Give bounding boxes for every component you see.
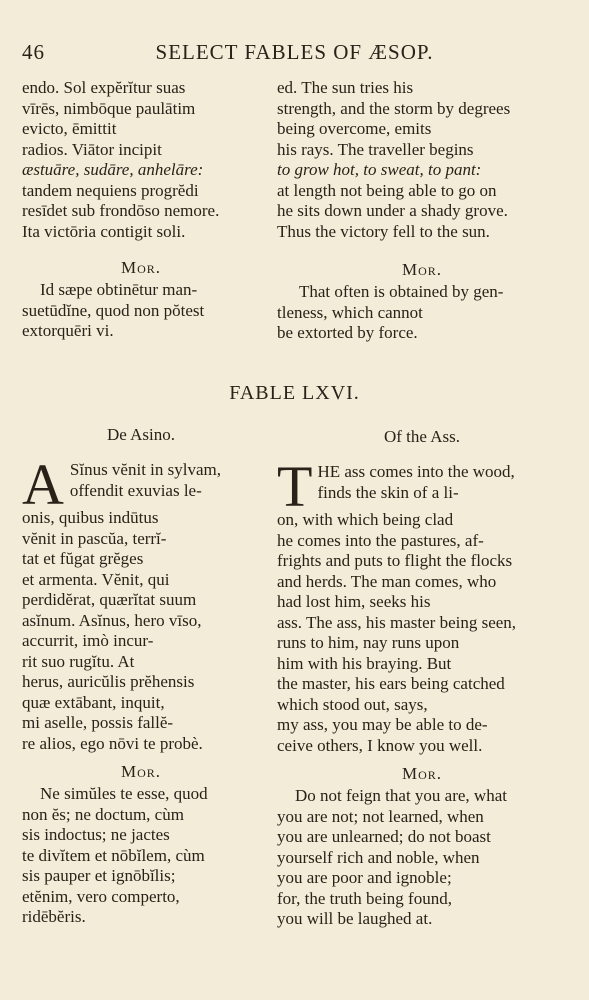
text-line: etĕnim, vero comperto,	[22, 886, 180, 906]
text-line: Id sæpe obtinētur man-	[40, 280, 198, 299]
text-line: my ass, you may be able to de-	[277, 715, 488, 734]
text-line: him with his braying. But	[277, 653, 452, 673]
fable-title: FABLE LXVI.	[229, 382, 360, 404]
text-line: be extorted by force.	[277, 323, 418, 342]
left-moral-2	[22, 784, 260, 928]
text-line: offendit exuvias le-	[69, 480, 202, 500]
text-line: to grow hot, to sweat, to pant:	[277, 160, 482, 179]
text-line: Ita victōria contigit soli.	[22, 221, 186, 241]
text-line: you will be laughed at.	[277, 909, 433, 928]
text-line: te divĭtem et nōbĭlem, cùm	[22, 845, 205, 865]
left-moral-1	[22, 280, 260, 342]
text-line: the master, his ears being catched	[277, 674, 505, 693]
text-line: radios. Viātor incipit	[22, 139, 162, 159]
text-line: which stood out, says,	[277, 694, 428, 714]
text-line: had lost him, seeks his	[277, 592, 431, 611]
text-line: resīdet sub frondōso nemore.	[22, 201, 220, 220]
text-line: æstuāre, sudāre, anhelāre:	[22, 160, 204, 179]
moral-heading-left-2: Mor.	[120, 762, 162, 781]
text-line: ass. The ass, his master being seen,	[277, 612, 517, 632]
text-line: evicto, ēmittit	[22, 119, 117, 138]
text-line: perdidĕrat, quærĭtat suum	[22, 590, 197, 609]
right-top-text	[277, 78, 567, 242]
text-line: frights and puts to flight the flocks	[277, 551, 513, 570]
text-line: yourself rich and noble, when	[277, 847, 480, 867]
text-line: asĭnum. Asĭnus, hero vīso,	[22, 610, 202, 630]
left-top-text	[22, 78, 260, 242]
text-line: vĕnit in pascŭa, terrĭ-	[22, 528, 167, 548]
text-line: tandem nequiens progrĕdi	[22, 180, 199, 200]
text-line: accurrit, imò incur-	[22, 631, 154, 650]
text-line: Ne simŭles te esse, quod	[40, 784, 208, 803]
text-line: you are not; not learned, when	[277, 806, 484, 826]
text-line: mi aselle, possis fallĕ-	[22, 713, 174, 732]
text-line: tleness, which cannot	[277, 302, 423, 322]
text-line: Sĭnus vĕnit in sylvam,	[69, 460, 222, 479]
text-line: on, with which being clad	[277, 510, 454, 529]
text-line: you are poor and ignoble;	[277, 868, 452, 887]
text-line: at length not being able to go on	[277, 180, 497, 200]
text-line: finds the skin of a li-	[317, 482, 459, 502]
text-line: sis indoctus; ne jactes	[22, 825, 170, 844]
english-subtitle: Of the Ass.	[383, 427, 461, 446]
text-line: runs to him, nay runs upon	[277, 633, 460, 652]
text-line: endo. Sol expĕrĭtur suas	[22, 78, 186, 97]
text-line: he comes into the pastures, af-	[277, 530, 484, 550]
text-line: Thus the victory fell to the sun.	[277, 221, 490, 241]
text-line: et armenta. Vĕnit, qui	[22, 569, 170, 589]
text-line: ceive others, I know you well.	[277, 735, 483, 755]
text-line: strength, and the storm by degrees	[277, 98, 511, 118]
text-line: being overcome, emits	[277, 119, 432, 138]
text-line: vīrēs, nimbōque paulātim	[22, 98, 196, 118]
latin-fable-text	[22, 452, 260, 754]
text-line: That often is obtained by gen-	[299, 282, 504, 301]
moral-heading-left: Mor.	[120, 258, 162, 277]
text-line: and herds. The man comes, who	[277, 571, 497, 591]
running-title: SELECT FABLES OF ÆSOP.	[155, 40, 434, 64]
english-fable-text	[277, 454, 567, 756]
text-line: tat et fŭgat grĕges	[22, 549, 144, 568]
drop-cap: A	[22, 452, 64, 517]
moral-heading-right: Mor.	[401, 260, 443, 279]
right-moral-2	[277, 786, 567, 930]
text-line: extorquēri vi.	[22, 321, 114, 340]
text-line: you are unlearned; do not boast	[277, 827, 491, 846]
text-line: quæ extābant, inquit,	[22, 692, 165, 712]
text-line: Do not feign that you are, what	[295, 786, 507, 805]
right-moral-1	[277, 282, 567, 344]
text-line: ed. The sun tries his	[277, 78, 414, 97]
drop-cap: T	[277, 454, 313, 519]
text-line: re alios, ego nōvi te probè.	[22, 733, 203, 753]
text-line: herus, auricŭlis prĕhensis	[22, 672, 195, 691]
text-line: for, the truth being found,	[277, 888, 452, 908]
running-head	[22, 40, 567, 66]
text-line: onis, quibus indūtus	[22, 508, 159, 527]
text-line: ridēbĕris.	[22, 907, 86, 926]
text-line: his rays. The traveller begins	[277, 139, 474, 159]
text-line: suetūdĭne, quod non pŏtest	[22, 300, 205, 320]
moral-heading-right-2: Mor.	[401, 764, 443, 783]
text-line: rit suo rugĭtu. At	[22, 651, 135, 671]
page-number: 46	[22, 40, 45, 64]
text-line: he sits down under a shady grove.	[277, 201, 508, 220]
latin-subtitle: De Asino.	[107, 425, 175, 444]
text-line: HE ass comes into the wood,	[317, 462, 515, 481]
text-line: sis pauper et ignōbĭlis;	[22, 866, 176, 885]
text-line: non ĕs; ne doctum, cùm	[22, 804, 184, 824]
